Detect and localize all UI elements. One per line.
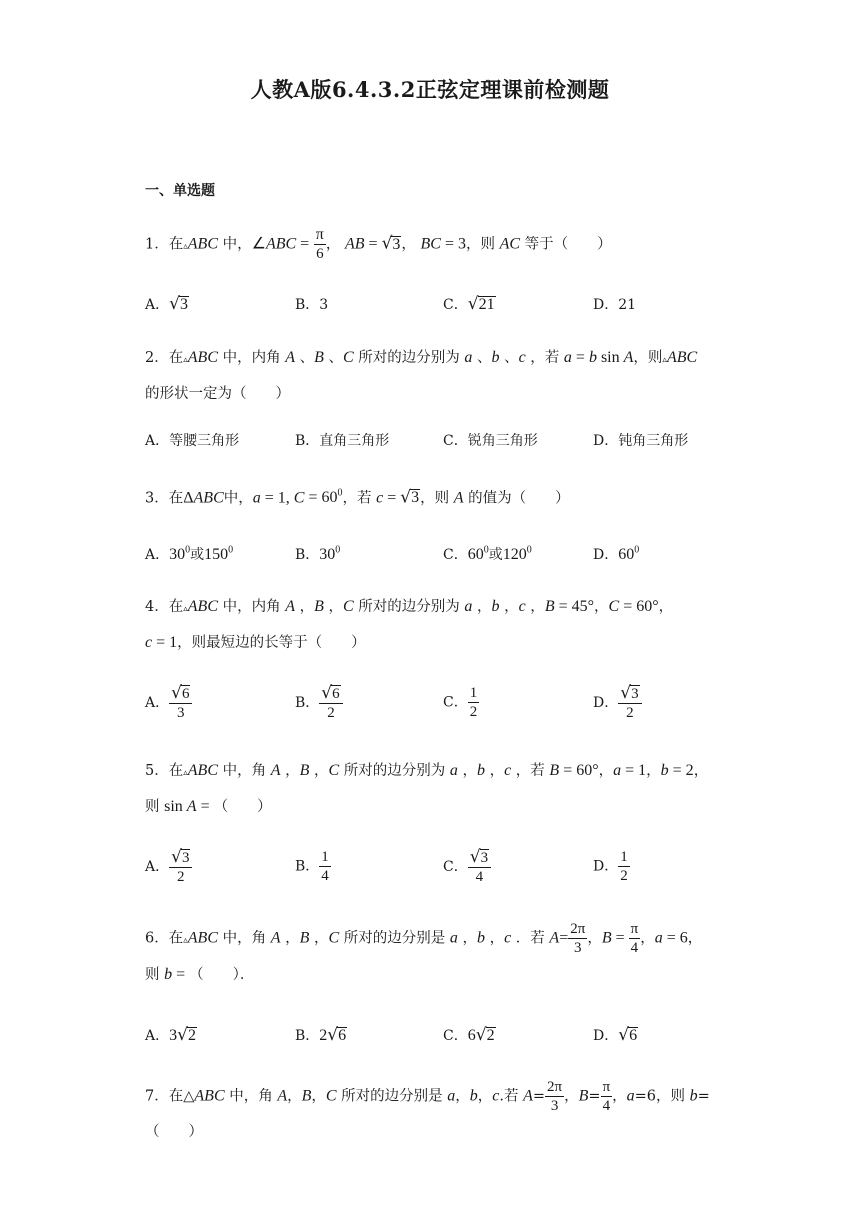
option-a[interactable]: A．等腰三角形 xyxy=(145,433,240,449)
option-c[interactable]: C．$60^0$或$120^0$ xyxy=(443,544,532,563)
option-d[interactable]: D． $\frac{√3}{2}$ xyxy=(593,684,642,722)
option-d[interactable]: D．√6 xyxy=(593,1025,638,1045)
option-b[interactable]: B．2√6 xyxy=(295,1025,347,1045)
question-number: 1． xyxy=(145,236,169,253)
option-b[interactable]: B． $\frac{√6}{2}$ xyxy=(295,684,343,722)
option-c[interactable]: C． $\frac{√3}{4}$ xyxy=(443,848,491,886)
option-a[interactable]: A． $\frac{√6}{3}$ xyxy=(145,684,192,722)
question-1: 1．在▵ABC 中，∠ABC = $\frac{\pi}{6}$ ， AB = √3， BC = 3，则 AC 等于（ ） xyxy=(145,226,612,262)
option-b[interactable]: B．3 xyxy=(295,297,329,313)
option-a[interactable]: A． $\frac{√3}{2}$ xyxy=(145,848,192,886)
option-c[interactable]: C． $\frac{1}{2}$ xyxy=(443,685,478,720)
option-c[interactable]: C．6√2 xyxy=(443,1025,495,1045)
question-5: 5．在▵ABC 中，角 A ，B ，C 所对的边分别为 a ，b ，c ，若 B = 60°，a = 1，b = 2， 则 sin A = （ ） xyxy=(145,762,709,815)
option-b[interactable]: B．$30^0$ xyxy=(295,544,341,563)
question-4: 4．在▵ABC 中，内角 A ，B ，C 所对的边分别为 a ，b ，c ，B = 45°，C = 60°， c = 1，则最短边的长等于（ ） xyxy=(145,598,674,651)
question-3: 3．在ΔABC中，a = 1, $C = 60^0$，若 c = √3，则 A 的值为（ ） xyxy=(145,487,570,508)
option-d[interactable]: D．$60^0$ xyxy=(593,544,640,563)
question-7: 7．在△ABC 中，角 A，B，C 所对的边分别是 a，b，c.若 A= $\frac{2\pi}{3}$ ，B= $\frac{\pi}{4}$ ，a=6，则 b= （ ） xyxy=(145,1079,710,1140)
option-d[interactable]: D．21 xyxy=(593,297,637,313)
question-6: 6．在▵ABC 中，角 A ，B ，C 所对的边分别是 a ，b ，c ．若 A= $\frac{2\pi}{3}$ ，B = $\frac{\pi}{4}$ ，a = 6， 则 b = （ ）． xyxy=(145,921,703,983)
option-a[interactable]: A．3√2 xyxy=(145,1025,196,1045)
option-c[interactable]: C．锐角三角形 xyxy=(443,433,538,449)
option-a[interactable]: A．$30^0$或$150^0$ xyxy=(145,544,234,563)
option-b[interactable]: B．直角三角形 xyxy=(295,433,390,449)
option-b[interactable]: B． $\frac{1}{4}$ xyxy=(295,849,329,884)
page-title: 人教A版6.4.3.2正弦定理课前检测题 xyxy=(250,77,610,102)
question-2: 2．在▵ABC 中，内角 A 、B 、C 所对的边分别为 a 、b 、c ，若 a = b sin A，则▵ABC 的形状一定为（ ） xyxy=(145,349,698,402)
option-d[interactable]: D． $\frac{1}{2}$ xyxy=(593,849,628,884)
option-c[interactable]: C．√21 xyxy=(443,294,495,314)
option-d[interactable]: D．钝角三角形 xyxy=(593,433,689,449)
option-a[interactable]: A．√3 xyxy=(145,294,188,314)
section-heading: 一、单选题 xyxy=(145,183,215,199)
